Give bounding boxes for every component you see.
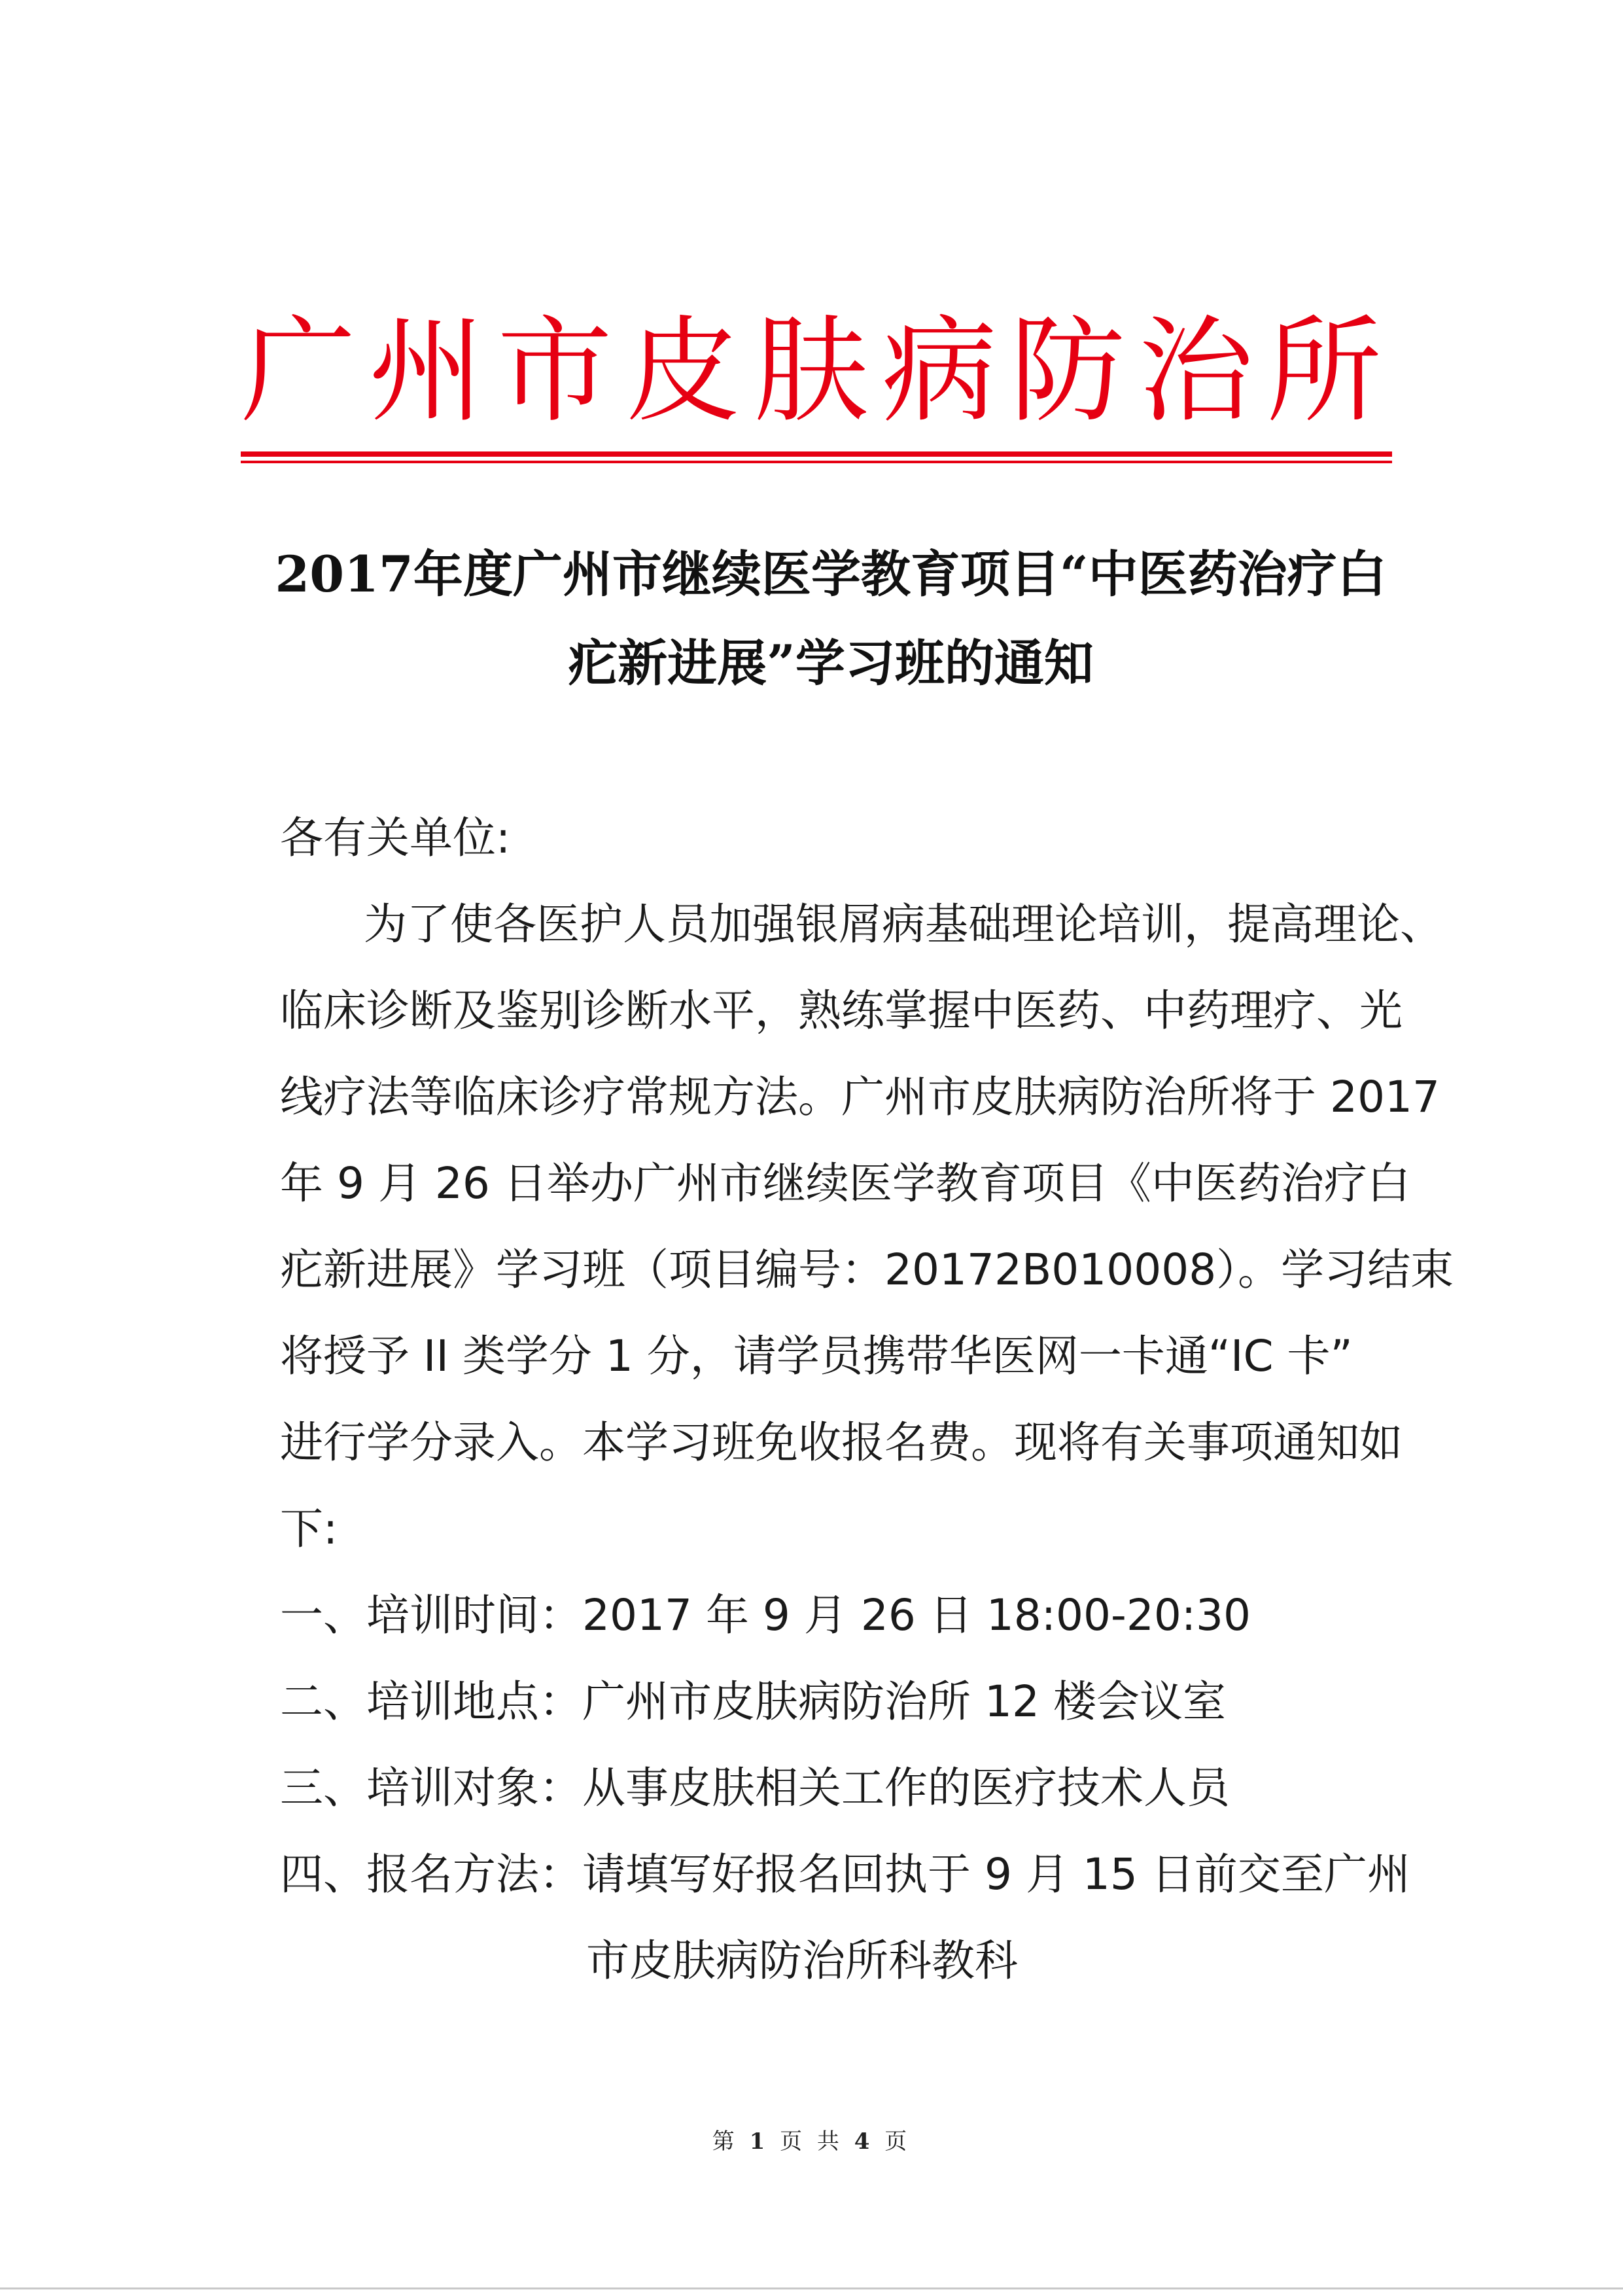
footer-page-number: 1 xyxy=(749,2128,769,2155)
paragraph-line: 为了使各医护人员加强银屑病基础理论培训，提高理论、 xyxy=(364,899,1443,949)
item-training-time: 一、培训时间：2017 年 9 月 26 日 18:00-20:30 xyxy=(280,1590,1251,1640)
item-registration-method: 四、报名方法：请填写好报名回执于 9 月 15 日前交至广州 xyxy=(280,1849,1410,1899)
title-line-1: 2017年度广州市继续医学教育项目“中医药治疗白 xyxy=(275,545,1387,603)
item-training-location: 二、培训地点：广州市皮肤病防治所 12 楼会议室 xyxy=(280,1676,1226,1727)
document-title xyxy=(249,530,1413,708)
paragraph-line: 临床诊断及鉴别诊断水平，熟练掌握中医药、中药理疗、光 xyxy=(280,985,1403,1036)
page-footer xyxy=(0,2123,1623,2155)
item-registration-continuation: 市皮肤病防治所科教科 xyxy=(586,1935,1018,1986)
letterhead-rule-thin xyxy=(241,461,1392,463)
title-line-2: 疕新进展”学习班的通知 xyxy=(568,634,1094,692)
letterhead-rule-thick xyxy=(241,451,1392,457)
footer-suffix: 页 xyxy=(884,2128,911,2155)
item-training-audience: 三、培训对象：从事皮肤相关工作的医疗技术人员 xyxy=(280,1763,1230,1813)
footer-prefix: 第 xyxy=(712,2128,739,2155)
paragraph-line: 疕新进展》学习班（项目编号：20172B010008）。学习结束 xyxy=(280,1245,1454,1295)
footer-middle: 页 共 xyxy=(780,2128,843,2155)
footer-total-pages: 4 xyxy=(854,2128,874,2155)
paragraph-line: 年 9 月 26 日举办广州市继续医学教育项目《中医药治疗白 xyxy=(280,1158,1410,1209)
paragraph-line: 下: xyxy=(280,1504,338,1554)
paragraph-line: 线疗法等临床诊疗常规方法。广州市皮肤病防治所将于 2017 xyxy=(280,1072,1440,1122)
org-name: 广州市皮肤病防治所 xyxy=(241,304,1395,438)
document-body xyxy=(280,795,1454,2004)
paragraph-line: 进行学分录入。本学习班免收报名费。现将有关事项通知如 xyxy=(280,1417,1403,1468)
letterhead xyxy=(241,304,1395,463)
page-bottom-edge xyxy=(0,2287,1623,2289)
paragraph-line: 将授予 II 类学分 1 分，请学员携带华医网一卡通“IC 卡” xyxy=(280,1331,1353,1381)
salutation: 各有关单位: xyxy=(280,813,511,863)
